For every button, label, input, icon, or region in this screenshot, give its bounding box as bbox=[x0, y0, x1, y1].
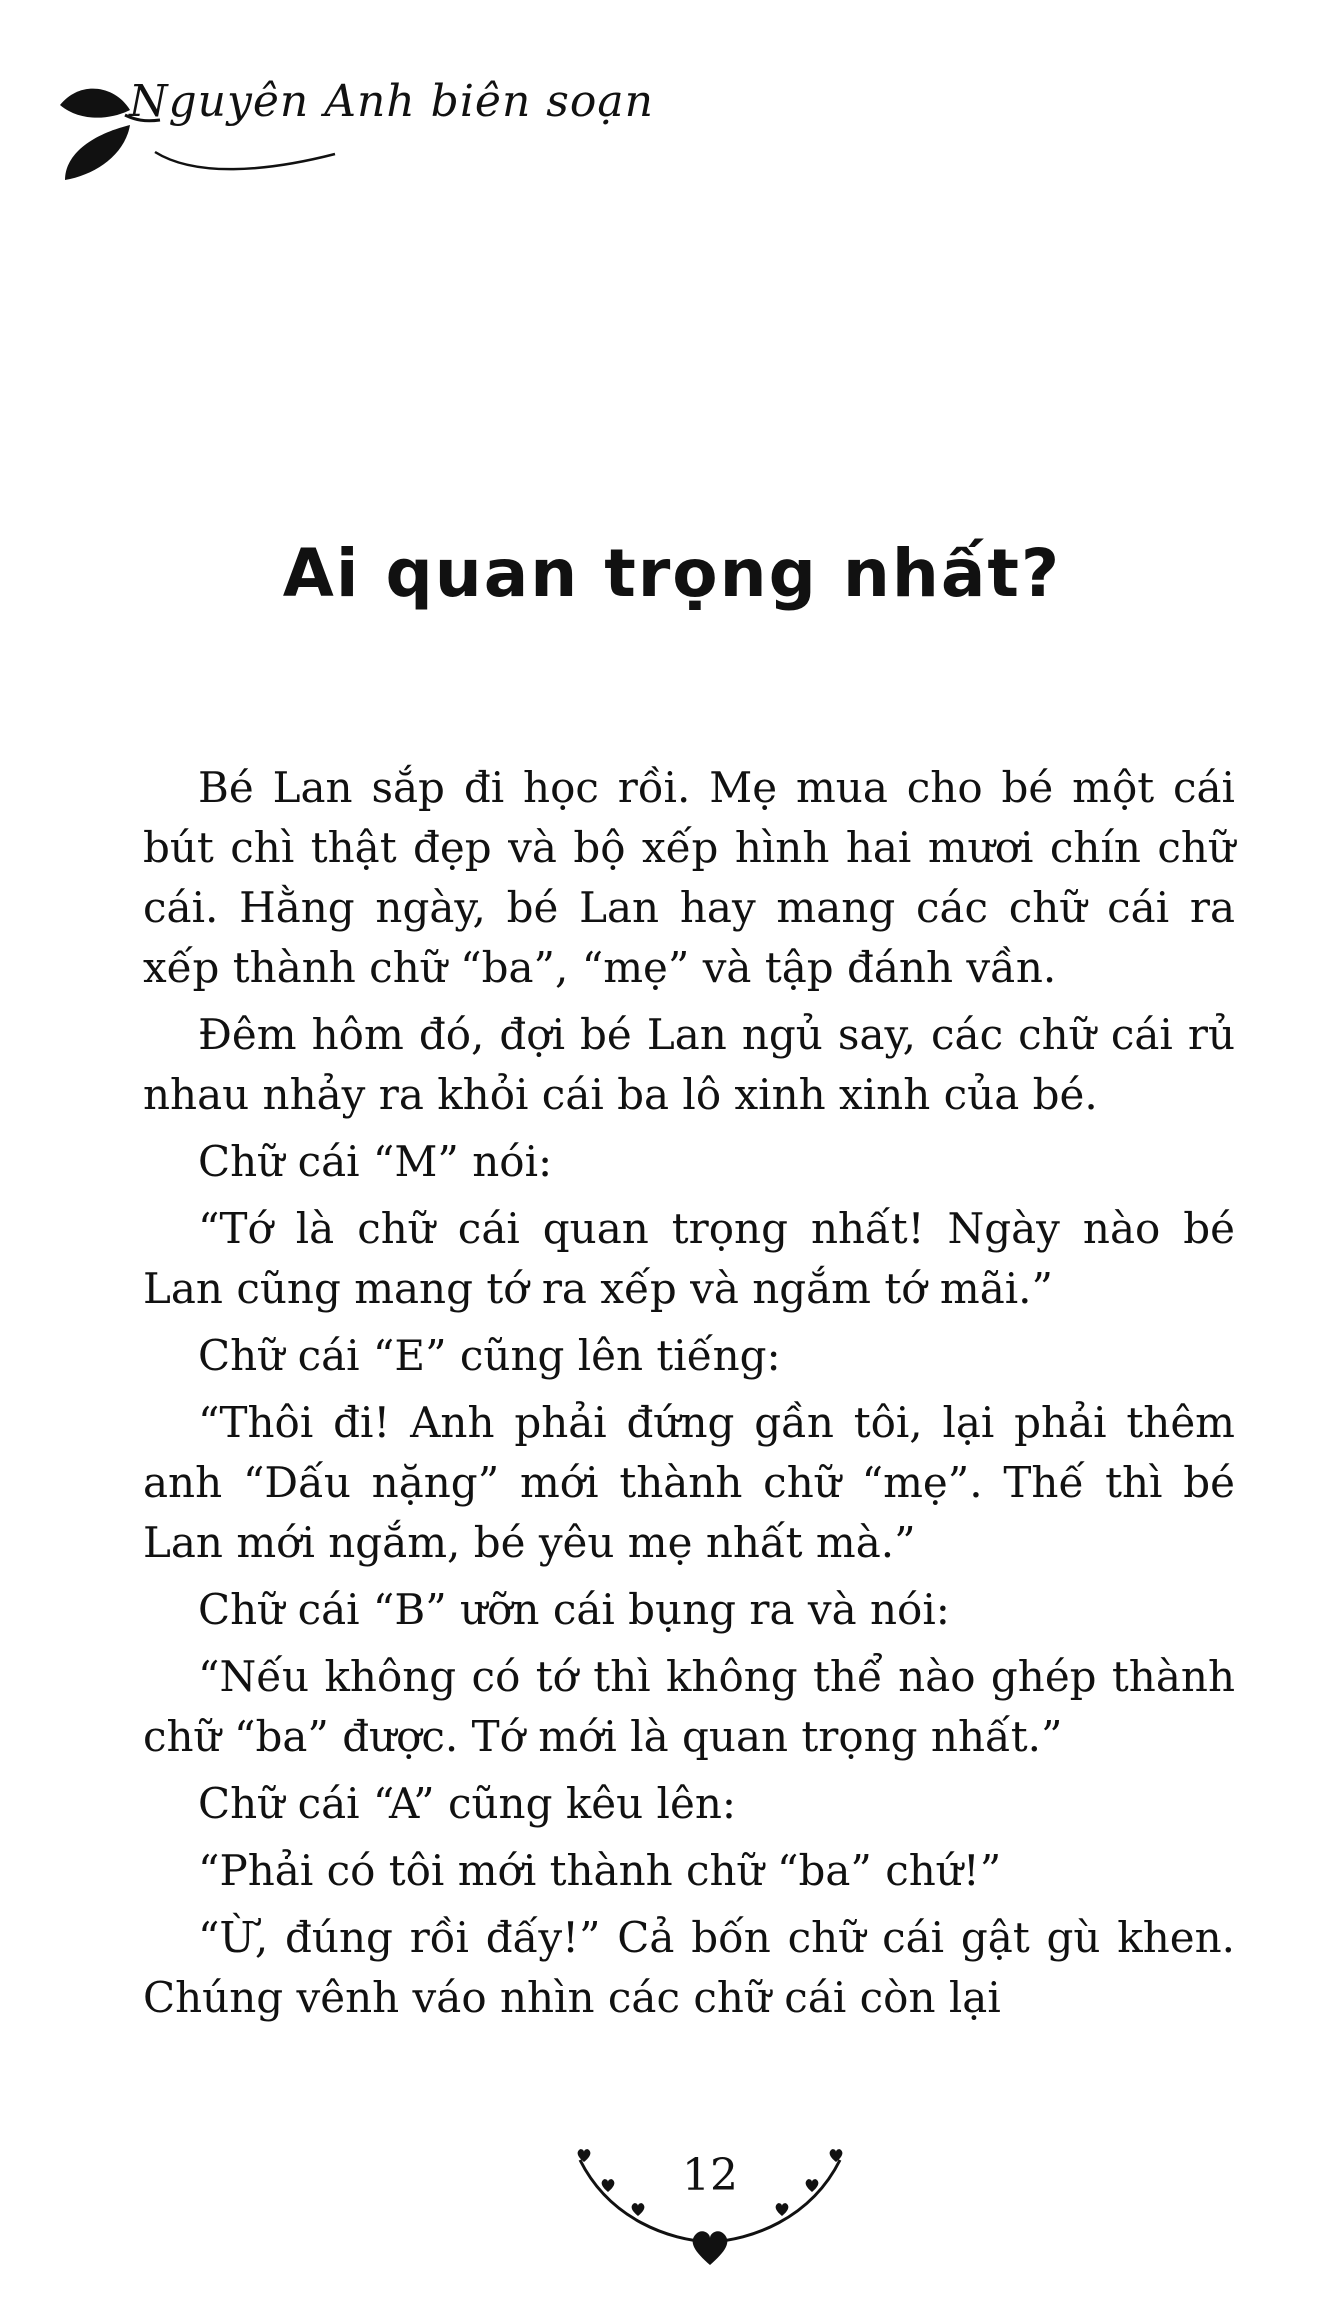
paragraph: “Ừ, đúng rồi đấy!” Cả bốn chữ cái gật gù khen. Chúng vênh váo nhìn các chữ cái còn lại bbox=[143, 1913, 1235, 2022]
paragraph: Đêm hôm đó, đợi bé Lan ngủ say, các chữ cái rủ nhau nhảy ra khỏi cái ba lô xinh xinh của bé. bbox=[143, 1010, 1235, 1119]
paragraph: Chữ cái “B” ưỡn cái bụng ra và nói: bbox=[198, 1585, 950, 1634]
paragraph: Chữ cái “E” cũng lên tiếng: bbox=[198, 1331, 781, 1380]
paragraph: Chữ cái “A” cũng kêu lên: bbox=[198, 1779, 737, 1828]
header-swoosh-line bbox=[135, 122, 615, 182]
page-footer bbox=[560, 2130, 860, 2270]
page-number: 12 bbox=[682, 2150, 738, 2201]
paragraph: Bé Lan sắp đi học rồi. Mẹ mua cho bé một cái bút chì thật đẹp và bộ xếp hình hai mươi chín chữ cái. Hằng ngày, bé Lan hay mang các chữ cái ra xếp thành chữ “ba”, “mẹ” và tập đánh vần. bbox=[143, 763, 1235, 992]
story-body bbox=[143, 758, 1235, 2035]
paragraph: “Thôi đi! Anh phải đứng gần tôi, lại phải thêm anh “Dấu nặng” mới thành chữ “mẹ”. Thế thì bé Lan mới ngắm, bé yêu mẹ nhất mà.” bbox=[143, 1398, 1235, 1567]
paragraph: Chữ cái “M” nói: bbox=[198, 1137, 553, 1186]
story-title: Ai quan trọng nhất? bbox=[282, 535, 1062, 612]
author-credit: Nguyên Anh biên soạn bbox=[129, 76, 654, 127]
paragraph: “Tớ là chữ cái quan trọng nhất! Ngày nào bé Lan cũng mang tớ ra xếp và ngắm tớ mãi.” bbox=[143, 1204, 1235, 1313]
paragraph: “Phải có tôi mới thành chữ “ba” chứ!” bbox=[198, 1846, 1002, 1895]
paragraph: “Nếu không có tớ thì không thể nào ghép thành chữ “ba” được. Tớ mới là quan trọng nhất.” bbox=[143, 1652, 1235, 1761]
page-header bbox=[55, 70, 654, 190]
